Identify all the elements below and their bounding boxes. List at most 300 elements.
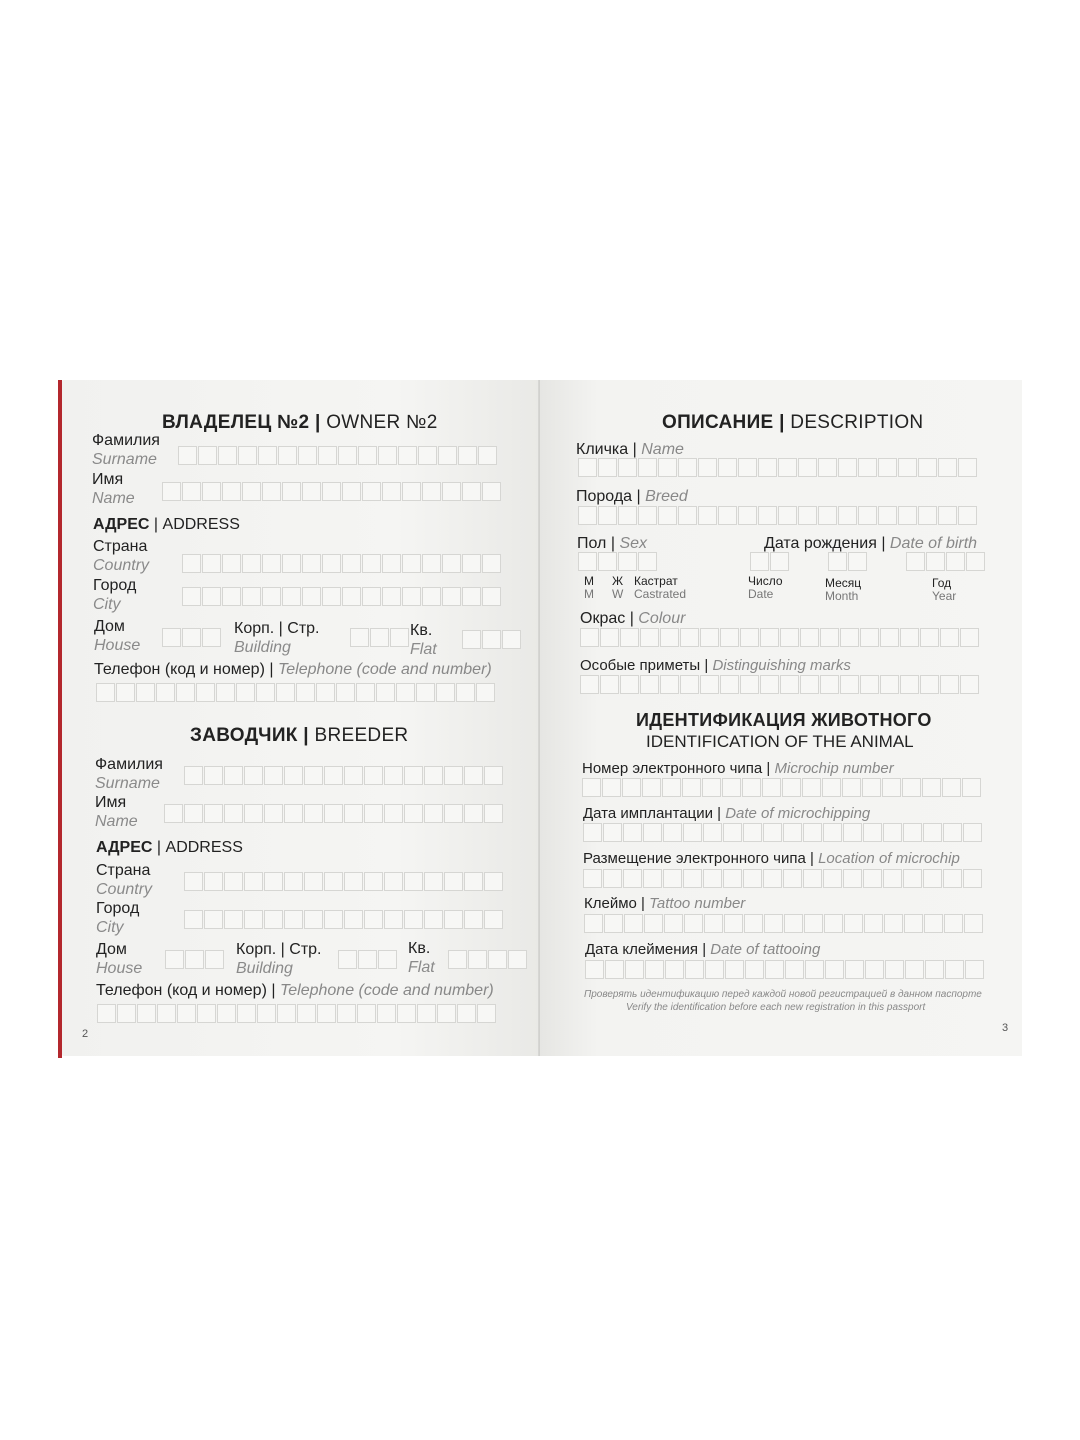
char-box[interactable] (938, 458, 957, 477)
char-box[interactable] (422, 587, 441, 606)
char-box[interactable] (860, 675, 879, 694)
char-box[interactable] (262, 587, 281, 606)
owner-name-field[interactable] (162, 482, 502, 501)
breeder-city-field[interactable] (184, 910, 504, 929)
char-box[interactable] (618, 506, 637, 525)
char-box[interactable] (623, 869, 642, 888)
char-box[interactable] (958, 506, 977, 525)
char-box[interactable] (860, 628, 879, 647)
marks-field[interactable] (580, 675, 980, 694)
char-box[interactable] (304, 766, 323, 785)
dob-month-field[interactable] (828, 552, 868, 571)
char-box[interactable] (598, 506, 617, 525)
char-box[interactable] (442, 587, 461, 606)
char-box[interactable] (264, 766, 283, 785)
char-box[interactable] (858, 458, 877, 477)
char-box[interactable] (424, 766, 443, 785)
char-box[interactable] (205, 950, 224, 969)
char-box[interactable] (822, 778, 841, 797)
char-box[interactable] (778, 458, 797, 477)
char-box[interactable] (378, 950, 397, 969)
char-box[interactable] (702, 778, 721, 797)
char-box[interactable] (157, 1004, 176, 1023)
char-box[interactable] (437, 1004, 456, 1023)
breeder-house-field[interactable] (165, 950, 225, 969)
char-box[interactable] (356, 683, 375, 702)
char-box[interactable] (257, 1004, 276, 1023)
char-box[interactable] (242, 554, 261, 573)
char-box[interactable] (377, 1004, 396, 1023)
char-box[interactable] (278, 446, 297, 465)
char-box[interactable] (482, 554, 501, 573)
char-box[interactable] (217, 1004, 236, 1023)
char-box[interactable] (358, 446, 377, 465)
char-box[interactable] (338, 950, 357, 969)
char-box[interactable] (277, 1004, 296, 1023)
char-box[interactable] (402, 587, 421, 606)
char-box[interactable] (840, 675, 859, 694)
char-box[interactable] (364, 804, 383, 823)
char-box[interactable] (800, 675, 819, 694)
char-box[interactable] (658, 506, 677, 525)
tattoo-date-field[interactable] (585, 960, 985, 979)
char-box[interactable] (823, 869, 842, 888)
char-box[interactable] (918, 458, 937, 477)
char-box[interactable] (963, 869, 982, 888)
char-box[interactable] (940, 628, 959, 647)
char-box[interactable] (844, 914, 863, 933)
char-box[interactable] (382, 587, 401, 606)
char-box[interactable] (156, 683, 175, 702)
char-box[interactable] (903, 823, 922, 842)
char-box[interactable] (382, 482, 401, 501)
char-box[interactable] (598, 458, 617, 477)
char-box[interactable] (322, 587, 341, 606)
char-box[interactable] (820, 628, 839, 647)
char-box[interactable] (316, 683, 335, 702)
breed-field[interactable] (578, 506, 978, 525)
char-box[interactable] (382, 554, 401, 573)
char-box[interactable] (262, 554, 281, 573)
char-box[interactable] (444, 804, 463, 823)
char-box[interactable] (244, 910, 263, 929)
char-box[interactable] (803, 869, 822, 888)
char-box[interactable] (256, 683, 275, 702)
char-box[interactable] (342, 482, 361, 501)
char-box[interactable] (738, 506, 757, 525)
char-box[interactable] (404, 872, 423, 891)
char-box[interactable] (820, 675, 839, 694)
char-box[interactable] (404, 804, 423, 823)
char-box[interactable] (222, 482, 241, 501)
char-box[interactable] (97, 1004, 116, 1023)
char-box[interactable] (580, 675, 599, 694)
char-box[interactable] (488, 950, 507, 969)
char-box[interactable] (858, 506, 877, 525)
char-box[interactable] (602, 778, 621, 797)
char-box[interactable] (464, 910, 483, 929)
char-box[interactable] (904, 914, 923, 933)
char-box[interactable] (700, 628, 719, 647)
owner-house-field[interactable] (162, 628, 222, 647)
char-box[interactable] (838, 458, 857, 477)
char-box[interactable] (296, 683, 315, 702)
char-box[interactable] (370, 628, 389, 647)
char-box[interactable] (244, 872, 263, 891)
char-box[interactable] (185, 950, 204, 969)
char-box[interactable] (236, 683, 255, 702)
char-box[interactable] (818, 458, 837, 477)
char-box[interactable] (704, 914, 723, 933)
char-box[interactable] (638, 458, 657, 477)
char-box[interactable] (884, 914, 903, 933)
char-box[interactable] (603, 823, 622, 842)
char-box[interactable] (357, 1004, 376, 1023)
char-box[interactable] (344, 766, 363, 785)
char-box[interactable] (202, 554, 221, 573)
char-box[interactable] (780, 628, 799, 647)
char-box[interactable] (805, 960, 824, 979)
char-box[interactable] (925, 960, 944, 979)
char-box[interactable] (764, 914, 783, 933)
chip-field[interactable] (582, 778, 982, 797)
char-box[interactable] (705, 960, 724, 979)
char-box[interactable] (698, 458, 717, 477)
char-box[interactable] (444, 910, 463, 929)
char-box[interactable] (204, 910, 223, 929)
char-box[interactable] (222, 587, 241, 606)
char-box[interactable] (845, 960, 864, 979)
owner-building-field[interactable] (350, 628, 410, 647)
char-box[interactable] (785, 960, 804, 979)
char-box[interactable] (963, 823, 982, 842)
char-box[interactable] (698, 506, 717, 525)
char-box[interactable] (177, 1004, 196, 1023)
char-box[interactable] (906, 552, 925, 571)
tattoo-field[interactable] (584, 914, 984, 933)
breeder-flat-field[interactable] (448, 950, 528, 969)
char-box[interactable] (397, 1004, 416, 1023)
char-box[interactable] (824, 914, 843, 933)
char-box[interactable] (640, 628, 659, 647)
char-box[interactable] (184, 910, 203, 929)
char-box[interactable] (843, 823, 862, 842)
char-box[interactable] (502, 630, 521, 649)
char-box[interactable] (176, 683, 195, 702)
breeder-surname-field[interactable] (184, 766, 504, 785)
breeder-country-field[interactable] (184, 872, 504, 891)
char-box[interactable] (444, 872, 463, 891)
char-box[interactable] (442, 482, 461, 501)
char-box[interactable] (903, 869, 922, 888)
char-box[interactable] (297, 1004, 316, 1023)
char-box[interactable] (862, 778, 881, 797)
char-box[interactable] (584, 914, 603, 933)
char-box[interactable] (678, 458, 697, 477)
char-box[interactable] (364, 766, 383, 785)
char-box[interactable] (344, 804, 363, 823)
char-box[interactable] (905, 960, 924, 979)
char-box[interactable] (362, 554, 381, 573)
char-box[interactable] (476, 683, 495, 702)
char-box[interactable] (685, 960, 704, 979)
char-box[interactable] (402, 482, 421, 501)
char-box[interactable] (458, 446, 477, 465)
char-box[interactable] (242, 482, 261, 501)
char-box[interactable] (945, 960, 964, 979)
char-box[interactable] (304, 872, 323, 891)
char-box[interactable] (900, 675, 919, 694)
char-box[interactable] (317, 1004, 336, 1023)
char-box[interactable] (782, 778, 801, 797)
char-box[interactable] (224, 766, 243, 785)
char-box[interactable] (178, 446, 197, 465)
char-box[interactable] (204, 804, 223, 823)
char-box[interactable] (468, 950, 487, 969)
char-box[interactable] (923, 869, 942, 888)
breeder-name-field[interactable] (164, 804, 504, 823)
char-box[interactable] (162, 482, 181, 501)
char-box[interactable] (763, 823, 782, 842)
char-box[interactable] (224, 872, 243, 891)
char-box[interactable] (344, 910, 363, 929)
char-box[interactable] (922, 778, 941, 797)
char-box[interactable] (416, 683, 435, 702)
char-box[interactable] (620, 628, 639, 647)
char-box[interactable] (823, 823, 842, 842)
char-box[interactable] (863, 869, 882, 888)
owner-flat-field[interactable] (462, 630, 522, 649)
char-box[interactable] (758, 506, 777, 525)
char-box[interactable] (965, 960, 984, 979)
char-box[interactable] (304, 910, 323, 929)
sex-checkboxes[interactable] (578, 552, 658, 571)
char-box[interactable] (804, 914, 823, 933)
char-box[interactable] (396, 683, 415, 702)
char-box[interactable] (404, 766, 423, 785)
char-box[interactable] (623, 823, 642, 842)
char-box[interactable] (620, 675, 639, 694)
char-box[interactable] (762, 778, 781, 797)
owner-phone-field[interactable] (96, 683, 496, 702)
char-box[interactable] (958, 458, 977, 477)
char-box[interactable] (477, 1004, 496, 1023)
char-box[interactable] (680, 675, 699, 694)
char-box[interactable] (182, 628, 201, 647)
char-box[interactable] (284, 804, 303, 823)
char-box[interactable] (202, 628, 221, 647)
char-box[interactable] (778, 506, 797, 525)
char-box[interactable] (482, 630, 501, 649)
char-box[interactable] (384, 804, 403, 823)
owner-surname-field[interactable] (178, 446, 498, 465)
char-box[interactable] (964, 914, 983, 933)
char-box[interactable] (237, 1004, 256, 1023)
char-box[interactable] (720, 675, 739, 694)
char-box[interactable] (242, 587, 261, 606)
char-box[interactable] (604, 914, 623, 933)
char-box[interactable] (863, 823, 882, 842)
char-box[interactable] (424, 910, 443, 929)
char-box[interactable] (803, 823, 822, 842)
char-box[interactable] (924, 914, 943, 933)
char-box[interactable] (417, 1004, 436, 1023)
char-box[interactable] (758, 458, 777, 477)
char-box[interactable] (838, 506, 857, 525)
char-box[interactable] (643, 823, 662, 842)
char-box[interactable] (943, 823, 962, 842)
char-box[interactable] (828, 552, 847, 571)
char-box[interactable] (337, 1004, 356, 1023)
char-box[interactable] (605, 960, 624, 979)
char-box[interactable] (598, 552, 617, 571)
char-box[interactable] (198, 446, 217, 465)
char-box[interactable] (765, 960, 784, 979)
char-box[interactable] (926, 552, 945, 571)
char-box[interactable] (683, 869, 702, 888)
char-box[interactable] (322, 482, 341, 501)
char-box[interactable] (742, 778, 761, 797)
char-box[interactable] (302, 587, 321, 606)
char-box[interactable] (478, 446, 497, 465)
char-box[interactable] (457, 1004, 476, 1023)
char-box[interactable] (842, 778, 861, 797)
char-box[interactable] (342, 554, 361, 573)
char-box[interactable] (920, 675, 939, 694)
char-box[interactable] (920, 628, 939, 647)
char-box[interactable] (645, 960, 664, 979)
char-box[interactable] (644, 914, 663, 933)
char-box[interactable] (442, 554, 461, 573)
char-box[interactable] (322, 554, 341, 573)
char-box[interactable] (197, 1004, 216, 1023)
char-box[interactable] (943, 869, 962, 888)
char-box[interactable] (204, 872, 223, 891)
char-box[interactable] (664, 914, 683, 933)
char-box[interactable] (718, 506, 737, 525)
char-box[interactable] (960, 675, 979, 694)
char-box[interactable] (464, 766, 483, 785)
char-box[interactable] (444, 766, 463, 785)
dob-year-field[interactable] (906, 552, 986, 571)
char-box[interactable] (843, 869, 862, 888)
char-box[interactable] (743, 823, 762, 842)
char-box[interactable] (942, 778, 961, 797)
char-box[interactable] (284, 910, 303, 929)
char-box[interactable] (724, 914, 743, 933)
char-box[interactable] (264, 910, 283, 929)
char-box[interactable] (865, 960, 884, 979)
char-box[interactable] (204, 766, 223, 785)
char-box[interactable] (638, 506, 657, 525)
location-field[interactable] (583, 869, 983, 888)
char-box[interactable] (482, 587, 501, 606)
char-box[interactable] (136, 683, 155, 702)
char-box[interactable] (966, 552, 985, 571)
char-box[interactable] (900, 628, 919, 647)
char-box[interactable] (344, 872, 363, 891)
char-box[interactable] (182, 482, 201, 501)
char-box[interactable] (418, 446, 437, 465)
char-box[interactable] (302, 554, 321, 573)
char-box[interactable] (745, 960, 764, 979)
char-box[interactable] (923, 823, 942, 842)
char-box[interactable] (682, 778, 701, 797)
char-box[interactable] (282, 554, 301, 573)
char-box[interactable] (224, 910, 243, 929)
char-box[interactable] (718, 458, 737, 477)
char-box[interactable] (878, 458, 897, 477)
char-box[interactable] (740, 628, 759, 647)
char-box[interactable] (96, 683, 115, 702)
char-box[interactable] (508, 950, 527, 969)
char-box[interactable] (484, 872, 503, 891)
char-box[interactable] (783, 823, 802, 842)
char-box[interactable] (376, 683, 395, 702)
char-box[interactable] (798, 458, 817, 477)
char-box[interactable] (364, 872, 383, 891)
char-box[interactable] (484, 804, 503, 823)
char-box[interactable] (184, 872, 203, 891)
char-box[interactable] (700, 675, 719, 694)
char-box[interactable] (224, 804, 243, 823)
breeder-phone-field[interactable] (97, 1004, 497, 1023)
char-box[interactable] (660, 675, 679, 694)
char-box[interactable] (324, 910, 343, 929)
char-box[interactable] (184, 804, 203, 823)
char-box[interactable] (578, 506, 597, 525)
char-box[interactable] (703, 869, 722, 888)
char-box[interactable] (878, 506, 897, 525)
char-box[interactable] (882, 778, 901, 797)
dob-day-field[interactable] (750, 552, 790, 571)
char-box[interactable] (438, 446, 457, 465)
char-box[interactable] (482, 482, 501, 501)
char-box[interactable] (362, 587, 381, 606)
char-box[interactable] (196, 683, 215, 702)
char-box[interactable] (264, 872, 283, 891)
char-box[interactable] (384, 872, 403, 891)
char-box[interactable] (404, 910, 423, 929)
char-box[interactable] (580, 628, 599, 647)
char-box[interactable] (117, 1004, 136, 1023)
char-box[interactable] (784, 914, 803, 933)
char-box[interactable] (336, 683, 355, 702)
char-box[interactable] (462, 587, 481, 606)
char-box[interactable] (825, 960, 844, 979)
char-box[interactable] (962, 778, 981, 797)
char-box[interactable] (116, 683, 135, 702)
char-box[interactable] (743, 869, 762, 888)
char-box[interactable] (960, 628, 979, 647)
char-box[interactable] (750, 552, 769, 571)
char-box[interactable] (398, 446, 417, 465)
char-box[interactable] (324, 804, 343, 823)
char-box[interactable] (638, 552, 657, 571)
char-box[interactable] (684, 914, 703, 933)
char-box[interactable] (182, 587, 201, 606)
char-box[interactable] (578, 458, 597, 477)
char-box[interactable] (798, 506, 817, 525)
char-box[interactable] (258, 446, 277, 465)
char-box[interactable] (880, 675, 899, 694)
char-box[interactable] (800, 628, 819, 647)
char-box[interactable] (578, 552, 597, 571)
breeder-building-field[interactable] (338, 950, 398, 969)
char-box[interactable] (358, 950, 377, 969)
char-box[interactable] (740, 675, 759, 694)
char-box[interactable] (304, 804, 323, 823)
